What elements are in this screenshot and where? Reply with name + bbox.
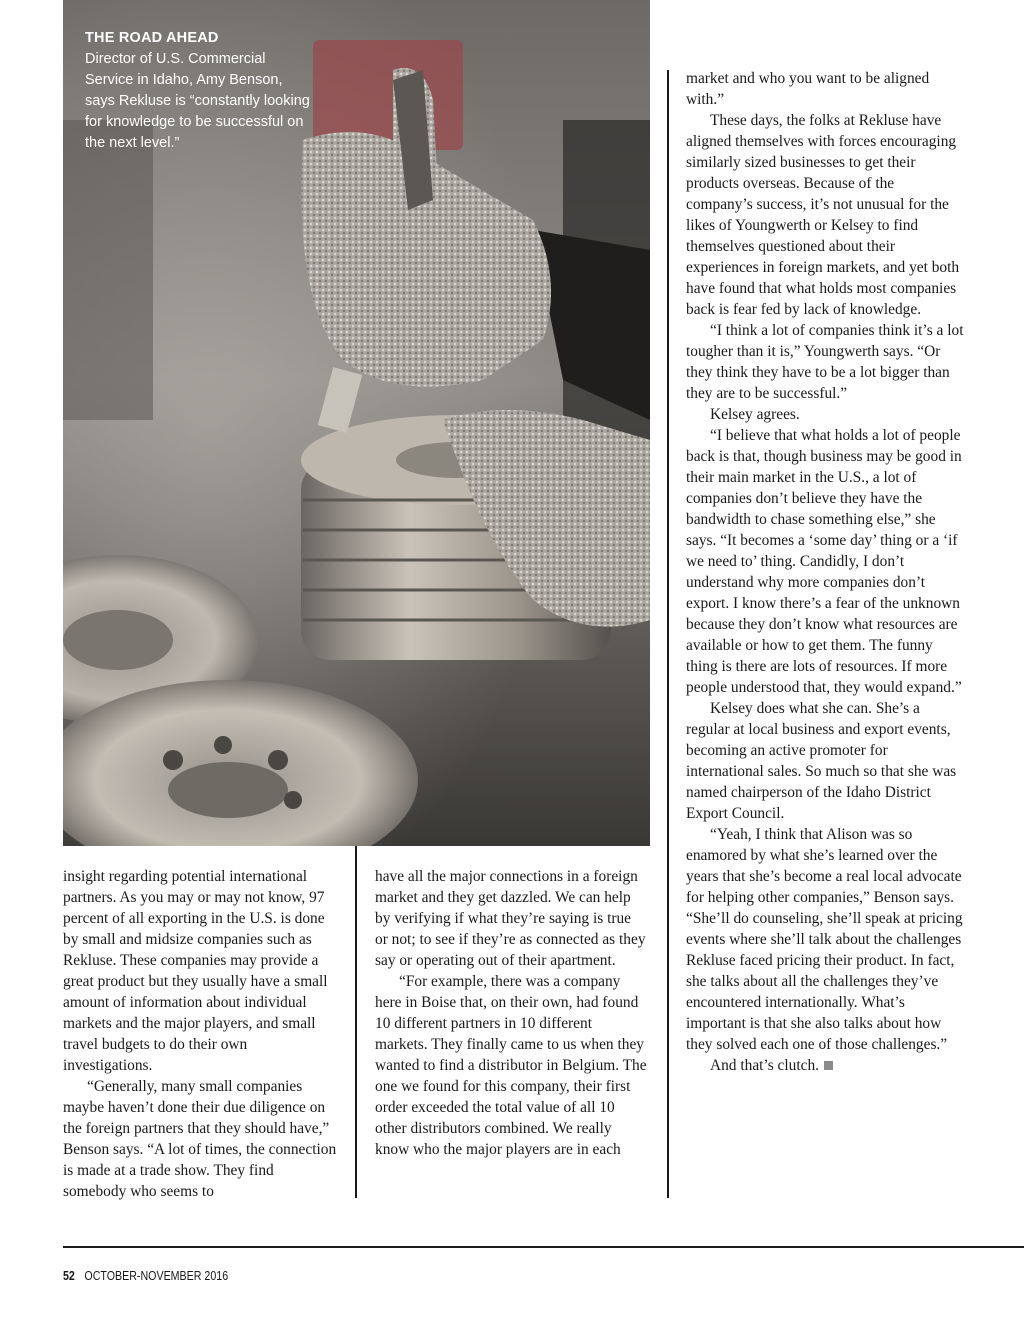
column-divider-1 xyxy=(355,846,357,1198)
column-divider-2 xyxy=(667,70,669,1198)
closing-line: And that’s clutch. xyxy=(710,1057,819,1074)
col2-paragraph-2: “For example, there was a company here in Boise that, on their own, had found 10 different partners in 10 different markets. They finally came to us when they wanted to find a distributor in Belgium. The one we found for this company, their first order exceeded the total value of all 10 other distributors combined. We really know who the major players are in each xyxy=(375,973,647,1158)
col3-paragraph-6: Kelsey does what she can. She’s a regular at local business and export events, becoming an active promoter for international sales. So much so that she was named chairperson of the Idaho District Export Council. xyxy=(686,700,957,822)
col3-paragraph-3: “I think a lot of companies think it’s a lot tougher than it is,” Youngwerth says. “Or they think they have to be a lot bigger than they are to be successful.” xyxy=(686,322,964,402)
column-2 xyxy=(375,866,647,1160)
column-1 xyxy=(63,866,339,1202)
col1-paragraph-1: insight regarding potential international partners. As you may or may not know, 97 percent of all exporting in the U.S. is done by small and midsize companies such as Rekluse. These companies may provide a great product but they usually have a small amount of information about individual markets and the major players, and small travel budgets to do their own investigations. xyxy=(63,868,328,1074)
col3-paragraph-5: “I believe that what holds a lot of people back is that, though business may be good in their main market in the U.S., a lot of companies don’t believe they have the bandwidth to chase something else,” she says. “It becomes a ‘some day’ thing or a ‘if we need to’ thing. Candidly, I don’t understand why more companies don’t export. I know there’s a fear of the unknown because they don’t know what resources are available or how to get them. The funny thing is there are lots of resources. If more people understood that, they would expand.” xyxy=(686,427,962,696)
end-mark-icon xyxy=(824,1061,833,1070)
caption-heading: THE ROAD AHEAD xyxy=(85,30,219,46)
col3-paragraph-1: market and who you want to be aligned with.” xyxy=(686,70,930,108)
col3-paragraph-2: These days, the folks at Rekluse have aligned themselves with forces encouraging similarly sized businesses to get their products overseas. Because of the company’s success, it’s not unusual for the likes of Youngwerth or Kelsey to find themselves questioned about their experiences in foreign markets, and yet both have found that what holds most companies back is fear fed by lack of knowledge. xyxy=(686,112,960,318)
col3-paragraph-8 xyxy=(686,1055,964,1076)
photo-caption xyxy=(85,28,310,154)
col1-paragraph-2: “Generally, many small companies maybe haven’t done their due diligence on the foreign partners that they should have,” Benson says. “A lot of times, the connection is made at a trade show. They find somebody who seems to xyxy=(63,1078,337,1200)
page-number: 52 xyxy=(63,1268,75,1283)
col2-paragraph-1: have all the major connections in a foreign market and they get dazzled. We can help by verifying if what they’re saying is true or not; to see if they’re as connected as they say or operating out of their apartment. xyxy=(375,868,646,969)
col3-paragraph-4: Kelsey agrees. xyxy=(710,406,800,423)
caption-text: Director of U.S. Commercial Service in Idaho, Amy Benson, says Rekluse is “constantly looking for knowledge to be successful on the next level.” xyxy=(85,51,310,151)
column-3 xyxy=(686,68,964,1076)
footer-rule xyxy=(63,1246,1024,1248)
page-footer xyxy=(63,1268,228,1283)
issue-date: OCTOBER-NOVEMBER 2016 xyxy=(84,1268,229,1283)
col3-paragraph-7: “Yeah, I think that Alison was so enamored by what she’s learned over the years that she’s become a real local advocate for helping other companies,” Benson says. “She’ll do counseling, she’ll speak at pricing events where she’ll talk about the challenges Rekluse faced pricing their product. In fact, she talks about all the challenges they’ve encountered internationally. What’s important is that she also talks about how they solved each one of those challenges.” xyxy=(686,826,963,1053)
